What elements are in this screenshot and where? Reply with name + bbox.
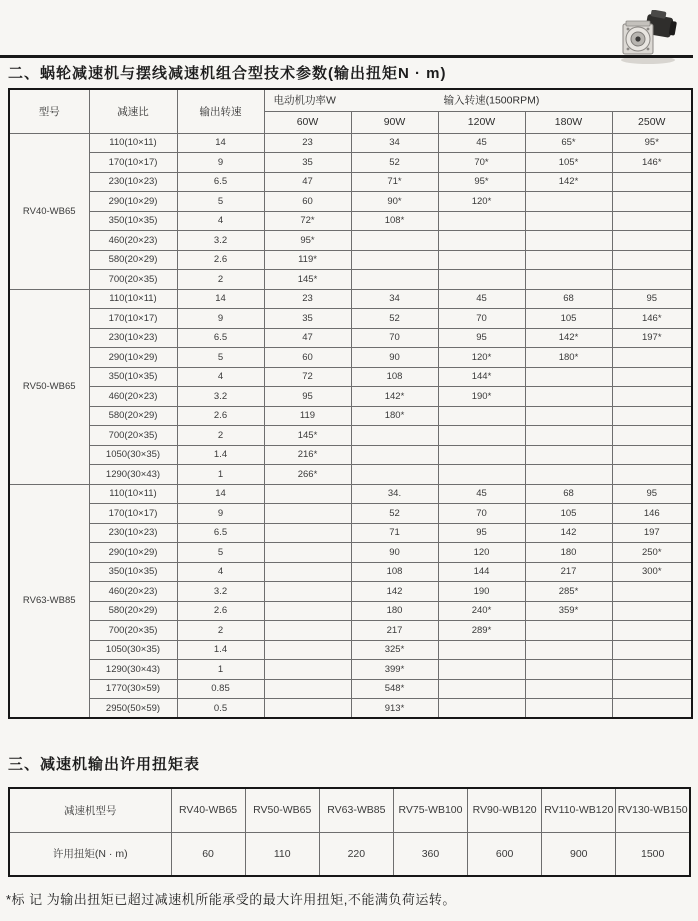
torque-cell: 266* [264, 465, 351, 485]
table-row [9, 679, 692, 699]
output-speed-cell: 5 [177, 348, 264, 368]
torque-cell [525, 426, 612, 446]
torque-cell: 70 [438, 309, 525, 329]
torque-cell: 217 [525, 562, 612, 582]
ratio-cell: 700(20×35) [89, 621, 177, 641]
table-row [9, 309, 692, 329]
torque-cell [525, 660, 612, 680]
torque-cell [612, 640, 692, 660]
table-row [9, 445, 692, 465]
allowable-torque-cell: 600 [468, 832, 542, 876]
torque-cell: 190 [438, 582, 525, 602]
torque-cell [612, 582, 692, 602]
model-name-cell: RV110-WB120 [542, 788, 616, 832]
table-row [9, 231, 692, 251]
table-row [9, 562, 692, 582]
torque-cell [525, 699, 612, 719]
allowable-torque-cell: 900 [542, 832, 616, 876]
torque-cell: 240* [438, 601, 525, 621]
torque-cell [525, 231, 612, 251]
torque-cell [612, 426, 692, 446]
output-speed-cell: 14 [177, 133, 264, 153]
torque-cell: 120* [438, 192, 525, 212]
output-speed-cell: 2.6 [177, 406, 264, 426]
torque-cell: 145* [264, 426, 351, 446]
table-row [9, 426, 692, 446]
torque-cell: 325* [351, 640, 438, 660]
col-header-output-speed: 输出转速 [177, 89, 264, 133]
output-speed-cell: 6.5 [177, 172, 264, 192]
ratio-cell: 580(20×29) [89, 250, 177, 270]
torque-cell: 71* [351, 172, 438, 192]
torque-cell: 300* [612, 562, 692, 582]
torque-cell: 146 [612, 504, 692, 524]
torque-cell [438, 465, 525, 485]
allowable-torque-label: 许用扭矩(N · m) [9, 832, 171, 876]
section2-title: 二、蜗轮减速机与摆线减速机组合型技术参数(输出扭矩N · m) [8, 65, 447, 82]
ratio-cell: 110(10×11) [89, 289, 177, 309]
table1-header-row-1 [9, 89, 692, 111]
torque-cell [525, 621, 612, 641]
torque-cell: 72 [264, 367, 351, 387]
torque-cell: 913* [351, 699, 438, 719]
model-name-cell: RV75-WB100 [393, 788, 467, 832]
torque-cell [612, 387, 692, 407]
torque-cell [264, 660, 351, 680]
torque-cell: 144* [438, 367, 525, 387]
torque-cell: 71 [351, 523, 438, 543]
torque-cell: 68 [525, 484, 612, 504]
torque-cell [612, 621, 692, 641]
torque-cell [438, 211, 525, 231]
output-speed-cell: 14 [177, 289, 264, 309]
ratio-cell: 2950(50×59) [89, 699, 177, 719]
torque-cell: 108 [351, 562, 438, 582]
torque-cell: 95 [612, 289, 692, 309]
output-speed-cell: 14 [177, 484, 264, 504]
table2-torque-row [9, 832, 690, 876]
torque-cell [612, 699, 692, 719]
ratio-cell: 460(20×23) [89, 231, 177, 251]
section3-title: 三、减速机输出许用扭矩表 [8, 756, 201, 773]
model-name-cell: RV63-WB85 [319, 788, 393, 832]
motor-power-label: 电动机功率W [273, 94, 336, 107]
torque-cell: 90* [351, 192, 438, 212]
torque-cell [438, 250, 525, 270]
ratio-cell: 170(10×17) [89, 504, 177, 524]
torque-cell: 146* [612, 309, 692, 329]
torque-cell: 23 [264, 289, 351, 309]
torque-cell [351, 250, 438, 270]
torque-cell [438, 699, 525, 719]
torque-cell: 180 [525, 543, 612, 563]
ratio-cell: 110(10×11) [89, 484, 177, 504]
ratio-cell: 230(10×23) [89, 523, 177, 543]
ratio-cell: 290(10×29) [89, 348, 177, 368]
model-name-cell: RV130-WB150 [616, 788, 690, 832]
torque-cell: 217 [351, 621, 438, 641]
torque-cell [264, 621, 351, 641]
header-divider-rule [0, 55, 693, 58]
output-speed-cell: 4 [177, 211, 264, 231]
table-row [9, 465, 692, 485]
output-speed-cell: 6.5 [177, 328, 264, 348]
torque-cell: 95* [264, 231, 351, 251]
torque-cell: 70 [351, 328, 438, 348]
torque-cell [438, 231, 525, 251]
torque-cell [264, 523, 351, 543]
ratio-cell: 700(20×35) [89, 270, 177, 290]
table-row [9, 523, 692, 543]
torque-cell: 285* [525, 582, 612, 602]
torque-cell [525, 211, 612, 231]
torque-cell [612, 211, 692, 231]
output-speed-cell: 2 [177, 621, 264, 641]
torque-cell: 52 [351, 504, 438, 524]
ratio-cell: 1050(30×35) [89, 640, 177, 660]
torque-cell [525, 406, 612, 426]
torque-cell [612, 250, 692, 270]
torque-cell: 95* [438, 172, 525, 192]
torque-cell [612, 270, 692, 290]
output-speed-cell: 1 [177, 660, 264, 680]
table-row [9, 484, 692, 504]
torque-cell: 190* [438, 387, 525, 407]
torque-cell: 142* [525, 172, 612, 192]
torque-cell: 180* [351, 406, 438, 426]
torque-cell: 34 [351, 133, 438, 153]
torque-cell: 289* [438, 621, 525, 641]
output-speed-cell: 3.2 [177, 387, 264, 407]
torque-cell [525, 679, 612, 699]
torque-cell: 145* [264, 270, 351, 290]
combination-parameters-table [8, 88, 693, 719]
output-speed-cell: 1.4 [177, 445, 264, 465]
torque-cell: 47 [264, 172, 351, 192]
model-cell: RV40-WB65 [9, 133, 89, 289]
torque-cell: 120* [438, 348, 525, 368]
table-row [9, 367, 692, 387]
table-row [9, 601, 692, 621]
torque-cell: 119 [264, 406, 351, 426]
allowable-torque-cell: 1500 [616, 832, 690, 876]
ratio-cell: 460(20×23) [89, 387, 177, 407]
ratio-cell: 290(10×29) [89, 543, 177, 563]
table-row [9, 640, 692, 660]
ratio-cell: 1290(30×43) [89, 660, 177, 680]
ratio-cell: 230(10×23) [89, 172, 177, 192]
ratio-cell: 350(10×35) [89, 211, 177, 231]
table-row [9, 582, 692, 602]
ratio-cell: 1770(30×59) [89, 679, 177, 699]
torque-cell [264, 562, 351, 582]
torque-cell [612, 601, 692, 621]
torque-cell: 45 [438, 484, 525, 504]
ratio-cell: 350(10×35) [89, 562, 177, 582]
torque-cell: 52 [351, 153, 438, 173]
torque-cell: 105 [525, 309, 612, 329]
ratio-cell: 110(10×11) [89, 133, 177, 153]
torque-cell: 548* [351, 679, 438, 699]
output-speed-cell: 9 [177, 504, 264, 524]
model-name-cell: RV50-WB65 [245, 788, 319, 832]
ratio-cell: 350(10×35) [89, 367, 177, 387]
ratio-cell: 700(20×35) [89, 426, 177, 446]
output-speed-cell: 9 [177, 153, 264, 173]
table-row [9, 250, 692, 270]
output-speed-cell: 1 [177, 465, 264, 485]
col-header-120w: 120W [438, 111, 525, 133]
torque-cell: 35 [264, 153, 351, 173]
model-name-cell: RV90-WB120 [468, 788, 542, 832]
torque-cell [612, 172, 692, 192]
table-row [9, 192, 692, 212]
allowable-torque-cell: 60 [171, 832, 245, 876]
output-speed-cell: 0.85 [177, 679, 264, 699]
torque-cell: 144 [438, 562, 525, 582]
table-row [9, 387, 692, 407]
col-header-180w: 180W [525, 111, 612, 133]
torque-cell: 95* [612, 133, 692, 153]
torque-cell [438, 679, 525, 699]
torque-cell [612, 679, 692, 699]
torque-cell: 108* [351, 211, 438, 231]
torque-cell: 60 [264, 192, 351, 212]
torque-cell [351, 465, 438, 485]
torque-cell: 105 [525, 504, 612, 524]
torque-cell [438, 406, 525, 426]
allowable-torque-cell: 110 [245, 832, 319, 876]
torque-cell [525, 270, 612, 290]
torque-cell: 95 [438, 328, 525, 348]
torque-cell: 34. [351, 484, 438, 504]
input-speed-label: 输入转速(1500RPM) [443, 94, 540, 107]
col-header-ratio: 减速比 [89, 89, 177, 133]
torque-cell [351, 231, 438, 251]
ratio-cell: 580(20×29) [89, 406, 177, 426]
table-row [9, 699, 692, 719]
torque-cell [351, 270, 438, 290]
torque-cell: 60 [264, 348, 351, 368]
output-speed-cell: 9 [177, 309, 264, 329]
output-speed-cell: 5 [177, 543, 264, 563]
torque-cell: 142* [351, 387, 438, 407]
ratio-cell: 230(10×23) [89, 328, 177, 348]
torque-cell [612, 406, 692, 426]
torque-cell [264, 601, 351, 621]
torque-cell [525, 192, 612, 212]
output-speed-cell: 4 [177, 562, 264, 582]
torque-cell [612, 348, 692, 368]
torque-cell [264, 484, 351, 504]
torque-cell: 23 [264, 133, 351, 153]
torque-cell: 95 [264, 387, 351, 407]
torque-cell: 90 [351, 348, 438, 368]
model-name-cell: RV40-WB65 [171, 788, 245, 832]
ratio-cell: 1050(30×35) [89, 445, 177, 465]
output-speed-cell: 3.2 [177, 582, 264, 602]
torque-cell: 105* [525, 153, 612, 173]
reducer-model-label: 减速机型号 [9, 788, 171, 832]
torque-cell [438, 426, 525, 446]
torque-cell: 250* [612, 543, 692, 563]
col-header-power-group [264, 89, 692, 111]
torque-cell: 359* [525, 601, 612, 621]
torque-cell: 65* [525, 133, 612, 153]
table-row [9, 621, 692, 641]
torque-cell: 142 [525, 523, 612, 543]
ratio-cell: 580(20×29) [89, 601, 177, 621]
col-header-model: 型号 [9, 89, 89, 133]
output-speed-cell: 4 [177, 367, 264, 387]
torque-cell: 90 [351, 543, 438, 563]
torque-cell [264, 699, 351, 719]
torque-cell [525, 445, 612, 465]
output-speed-cell: 2.6 [177, 601, 264, 621]
table-row [9, 348, 692, 368]
torque-cell: 197* [612, 328, 692, 348]
ratio-cell: 460(20×23) [89, 582, 177, 602]
output-speed-cell: 1.4 [177, 640, 264, 660]
allowable-torque-cell: 220 [319, 832, 393, 876]
torque-cell [612, 367, 692, 387]
ratio-cell: 290(10×29) [89, 192, 177, 212]
ratio-cell: 170(10×17) [89, 309, 177, 329]
torque-cell [525, 367, 612, 387]
torque-cell [264, 679, 351, 699]
ratio-cell: 1290(30×43) [89, 465, 177, 485]
output-speed-cell: 2.6 [177, 250, 264, 270]
torque-cell [264, 640, 351, 660]
table-row [9, 328, 692, 348]
torque-cell [612, 660, 692, 680]
torque-cell: 72* [264, 211, 351, 231]
torque-cell [438, 640, 525, 660]
torque-cell [264, 582, 351, 602]
torque-cell [612, 445, 692, 465]
output-speed-cell: 2 [177, 426, 264, 446]
torque-cell [525, 250, 612, 270]
torque-cell [351, 445, 438, 465]
output-speed-cell: 3.2 [177, 231, 264, 251]
model-cell: RV50-WB65 [9, 289, 89, 484]
output-speed-cell: 5 [177, 192, 264, 212]
table-row [9, 660, 692, 680]
torque-cell: 45 [438, 133, 525, 153]
torque-cell: 142 [351, 582, 438, 602]
torque-cell: 120 [438, 543, 525, 563]
torque-cell [264, 543, 351, 563]
torque-cell [264, 504, 351, 524]
asterisk-footnote: *标 记 为输出扭矩已超过减速机所能承受的最大许用扭矩,不能满负荷运转。 [6, 892, 456, 907]
ratio-cell: 170(10×17) [89, 153, 177, 173]
allowable-torque-table [8, 787, 691, 877]
torque-cell: 180 [351, 601, 438, 621]
torque-cell: 34 [351, 289, 438, 309]
table-row [9, 211, 692, 231]
torque-cell: 142* [525, 328, 612, 348]
table-row [9, 543, 692, 563]
torque-cell: 70 [438, 504, 525, 524]
torque-cell [438, 270, 525, 290]
allowable-torque-cell: 360 [393, 832, 467, 876]
torque-cell: 146* [612, 153, 692, 173]
table-row [9, 172, 692, 192]
torque-cell: 95 [438, 523, 525, 543]
torque-cell: 52 [351, 309, 438, 329]
torque-cell: 180* [525, 348, 612, 368]
col-header-60w: 60W [264, 111, 351, 133]
torque-cell [525, 465, 612, 485]
table-row [9, 270, 692, 290]
torque-cell: 95 [612, 484, 692, 504]
col-header-250w: 250W [612, 111, 692, 133]
output-speed-cell: 0.5 [177, 699, 264, 719]
torque-cell: 399* [351, 660, 438, 680]
torque-cell: 35 [264, 309, 351, 329]
output-speed-cell: 2 [177, 270, 264, 290]
torque-cell: 70* [438, 153, 525, 173]
output-speed-cell: 6.5 [177, 523, 264, 543]
model-cell: RV63-WB85 [9, 484, 89, 718]
torque-cell: 108 [351, 367, 438, 387]
torque-cell: 119* [264, 250, 351, 270]
torque-cell [525, 640, 612, 660]
col-header-90w: 90W [351, 111, 438, 133]
torque-cell: 47 [264, 328, 351, 348]
torque-cell [525, 387, 612, 407]
torque-cell [351, 426, 438, 446]
torque-cell [438, 445, 525, 465]
torque-cell [612, 192, 692, 212]
torque-cell: 197 [612, 523, 692, 543]
torque-cell [612, 465, 692, 485]
table-row [9, 504, 692, 524]
table-row [9, 153, 692, 173]
torque-cell [438, 660, 525, 680]
table-row [9, 289, 692, 309]
table-row [9, 406, 692, 426]
table-row [9, 133, 692, 153]
torque-cell: 45 [438, 289, 525, 309]
torque-cell [612, 231, 692, 251]
table2-model-row [9, 788, 690, 832]
torque-cell: 68 [525, 289, 612, 309]
torque-cell: 216* [264, 445, 351, 465]
